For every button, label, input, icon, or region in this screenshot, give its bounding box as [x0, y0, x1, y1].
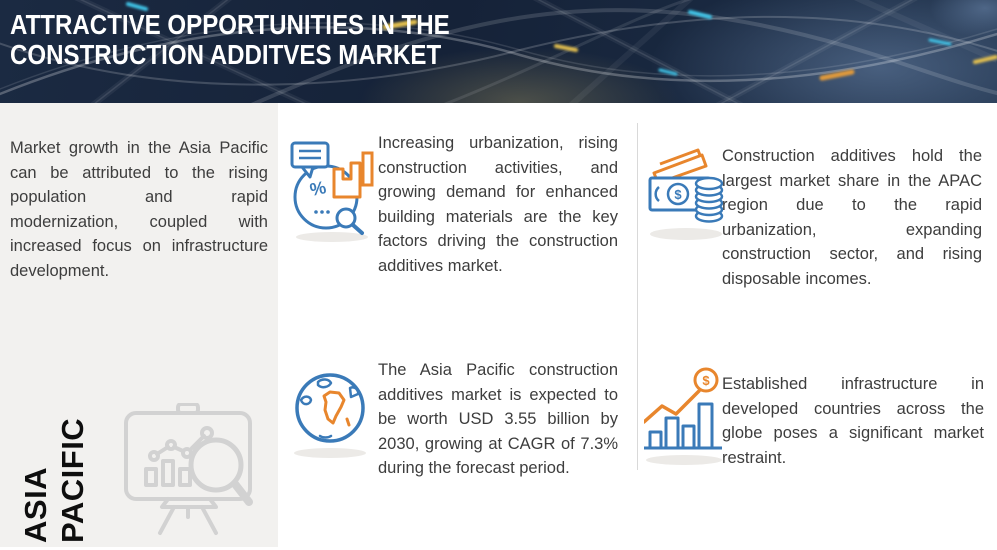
vertical-divider — [637, 123, 638, 470]
insight-share-text: Construction additives hold the largest market share in the APAC region due to the rapid urbanization, expanding construction sector, and rising disposable incomes. — [722, 147, 982, 288]
svg-text:$: $ — [674, 187, 682, 202]
market-analysis-icon — [288, 139, 376, 249]
globe-icon — [292, 360, 372, 465]
page-title-line2: CONSTRUCTION ADDITVES MARKET — [10, 39, 442, 70]
insight-forecast-text: The Asia Pacific construction additives market is expected to be worth USD 3.55 billion by 2030, growing at CAGR of 7.3% during the forecast period. — [378, 361, 618, 478]
region-description: Market growth in the Asia Pacific can be attributed to the rising population and rapid modernization, coupled with increased focus on infrastructure development. — [10, 139, 268, 280]
region-name-label — [17, 383, 93, 543]
svg-text:%: % — [308, 177, 328, 201]
header-banner — [0, 0, 997, 103]
banknotes-coins-icon — [646, 142, 726, 247]
insight-driver-text: Increasing urbanization, rising construction activities, and growing demand for enhanced building materials are the key factors driving the construction additives market. — [378, 134, 618, 275]
region-panel — [0, 103, 278, 547]
page-title — [10, 10, 450, 70]
svg-text:$: $ — [702, 373, 710, 388]
insight-restraint-text: Established infrastructure in developed countries across the globe poses a significant market restraint. — [722, 375, 984, 467]
page-title-line1: ATTRACTIVE OPPORTUNITIES IN THE — [10, 9, 450, 40]
region-name-line1: ASIA — [18, 466, 53, 543]
presentation-board-magnifier-icon — [116, 403, 262, 544]
bar-chart-dollar-icon — [644, 366, 726, 471]
region-name-line2: PACIFIC — [55, 417, 90, 543]
